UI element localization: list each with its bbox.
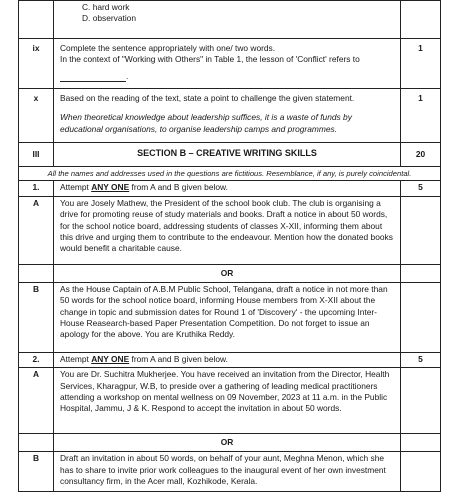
answer-blank: [60, 73, 126, 82]
question-ix-prompt: In the context of "Working with Others" in Table 1, the lesson of 'Conflict' refers to: [60, 54, 360, 65]
question-x-row: [19, 89, 441, 143]
option-c: C. hard work: [82, 2, 130, 12]
question-2a-text: You are Dr. Suchitra Mukherjee. You have received an invitation from the Director, Health Services, Kharagpur, W.B, to preside over a gathering of leading medical practitioners attending a workshop on mental wellness on 09 November, 2023 at 11 a.m. in the Public Hospital, Jammu, J & K. Respond to accept the invitation in about 50 words.: [60, 369, 390, 414]
question-number: 2.: [32, 353, 40, 364]
question-1a-row: [19, 196, 441, 264]
question-ix-instruction: Complete the sentence appropriately with one/ two words.: [60, 43, 276, 53]
marks: 1: [418, 93, 423, 103]
question-x-prompt: Based on the reading of the text, state a point to challenge the given statement.: [60, 93, 355, 103]
option-label: A: [32, 197, 40, 208]
question-number: x: [33, 93, 39, 103]
question-table: [18, 0, 441, 492]
question-2-row: 2. Attempt ANY ONE from A and B given below. 5: [19, 352, 441, 367]
question-x-statement: When theoretical knowledge about leadership suffices, it is a waste of funds by educational organisations, to organise leadership camps and programmes.: [60, 112, 352, 134]
or-divider: OR: [220, 267, 234, 278]
section-title: SECTION B – CREATIVE WRITING SKILLS: [137, 148, 317, 158]
question-2b-row: [19, 452, 441, 492]
or-divider: OR: [220, 437, 234, 448]
question-1a-text: You are Josely Mathew, the President of the school book club. The club is organising a drive for promoting reuse of study materials and books. Draft a notice in about 50 words, for the school notice board, addressing students of classes X-XII, informing them about this drive and urging them to contribute to the endeavour. Mention how the donated books would benefit a charitable cause.: [60, 197, 393, 254]
note-row: [19, 167, 441, 181]
question-ix-row: ix Complete the sentence appropriately with one/ two words. In the context of "Working with Others" in Table 1, the lesson of 'Conflict' refers to . 1: [19, 39, 441, 89]
section-number: III: [32, 149, 40, 159]
marks: 1: [418, 43, 423, 53]
or-row: [19, 434, 441, 452]
fictitious-note: All the names and addresses used in the questions are fictitious. Resemblance, if any, is purely coincidental.: [47, 169, 412, 178]
question-1b-text: As the House Captain of A.B.M Public School, Telangana, draft a notice in not more than 50 words for the school notice board, informing House members from X-XII about the change in topic and submission dates for Round 1 of 'Discovery' - the upcoming Inter-House Reasearch-based Paper Presentation Competition. Do not forget to issue an apology for the above. You are Kruthika Reddy.: [60, 283, 388, 340]
options-row: [19, 1, 441, 39]
any-one-emphasis: ANY ONE: [91, 182, 130, 193]
marks: 5: [418, 353, 423, 364]
question-number: 1.: [32, 182, 40, 193]
question-1-row: 1. Attempt ANY ONE from A and B given below. 5: [19, 181, 441, 196]
question-1b-row: [19, 282, 441, 352]
option-label: A: [32, 369, 40, 380]
or-row: [19, 264, 441, 282]
question-2a-row: [19, 368, 441, 434]
option-label: B: [32, 453, 40, 464]
question-2b-text: Draft an invitation in about 50 words, on behalf of your aunt, Meghna Menon, which she has to share to invite prior work colleagues to the inaugural event of her own investment consultancy firm, in the Acer mall, Kozhikode, Kerala.: [60, 453, 386, 487]
any-one-emphasis: ANY ONE: [91, 353, 130, 364]
marks: 5: [418, 182, 423, 193]
marks: 20: [415, 149, 426, 159]
section-b-row: [19, 143, 441, 167]
option-d: D. observation: [82, 13, 136, 24]
option-label: B: [32, 283, 40, 294]
question-number: ix: [32, 43, 40, 53]
